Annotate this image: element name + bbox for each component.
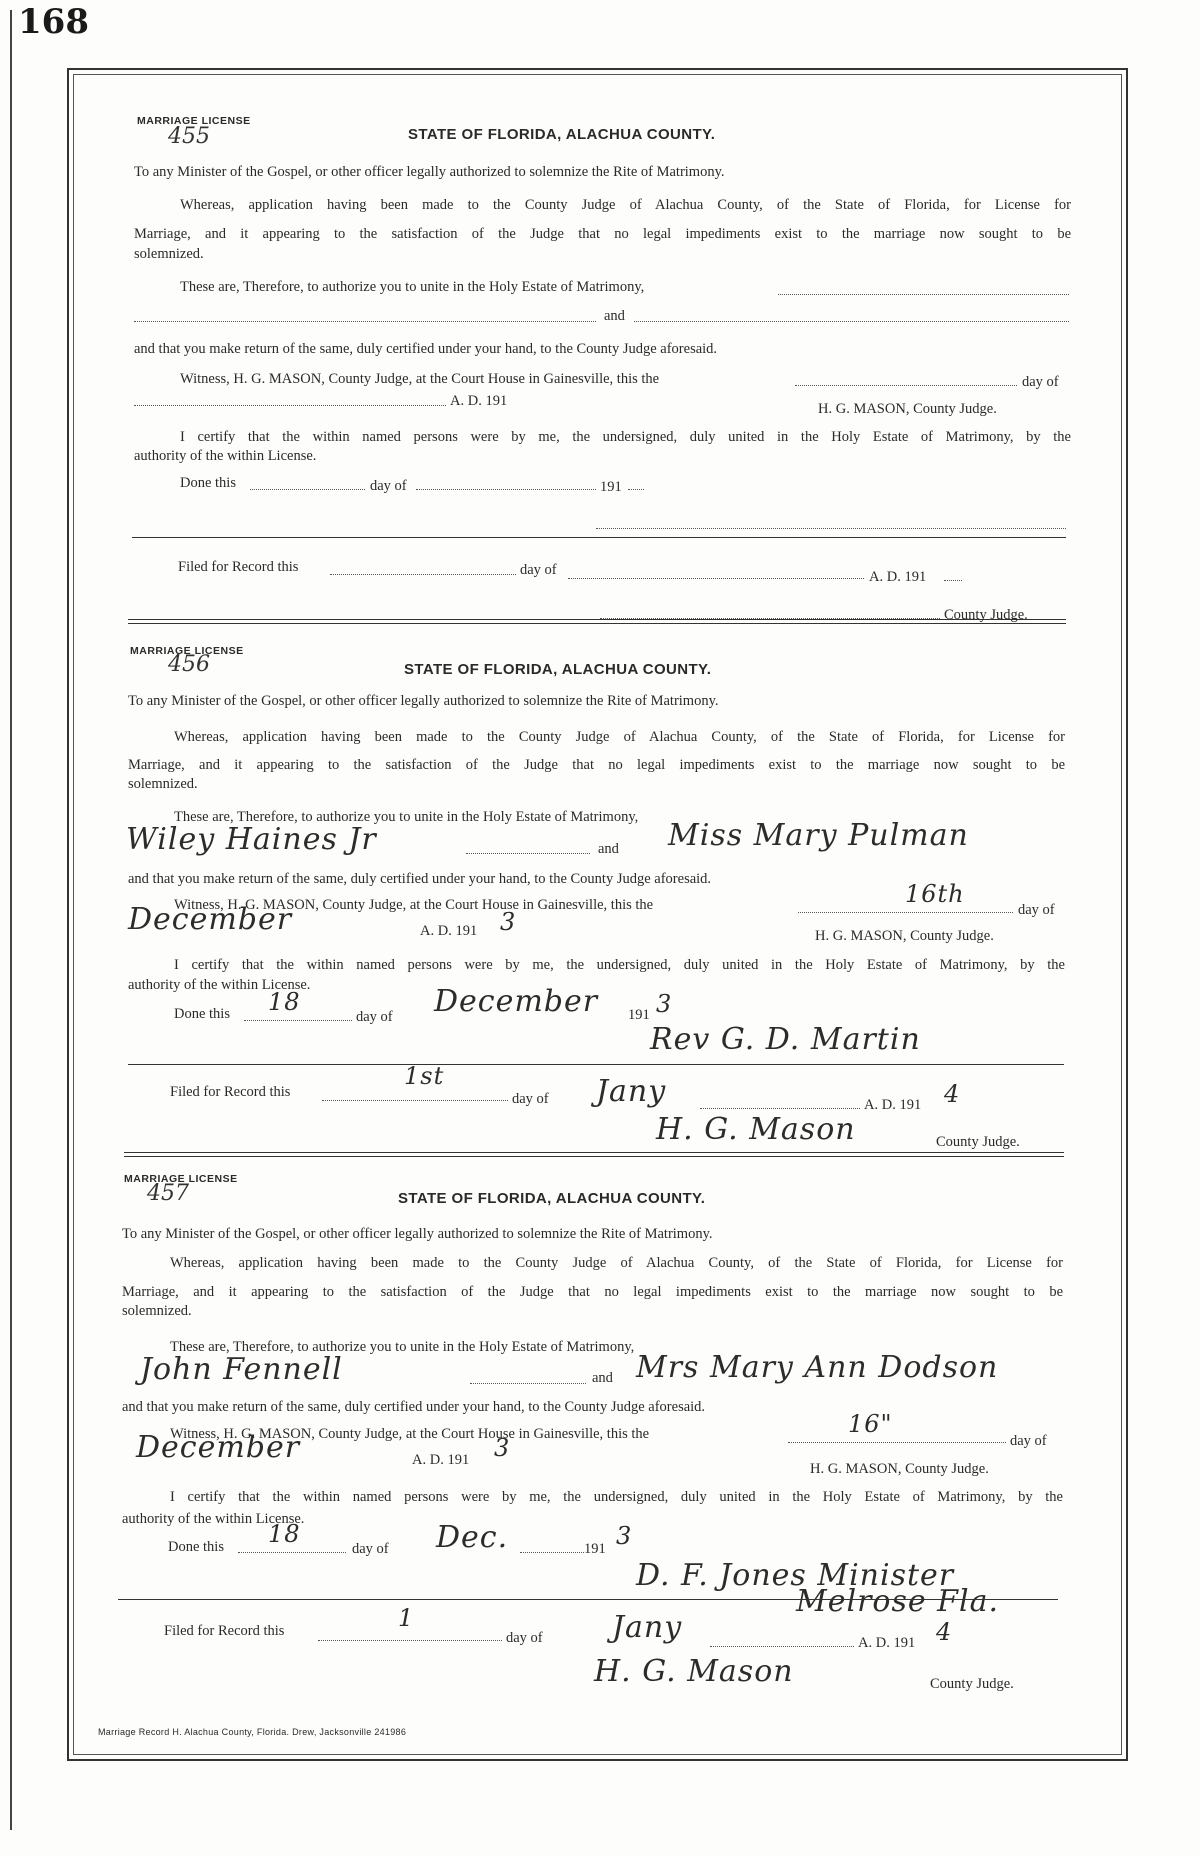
done-this-label: Done this xyxy=(180,475,236,491)
filed-month-line xyxy=(710,1646,854,1647)
return-line: and that you make return of the same, duly certified under your hand, to the County Judge aforesaid. xyxy=(128,871,712,887)
whereas-line-3: solemnized. xyxy=(134,246,204,262)
to-line: To any Minister of the Gospel, or other officer legally authorized to solemnize the Rite of Matrimony. xyxy=(122,1226,713,1242)
done-day: 18 xyxy=(268,1520,301,1548)
certify-line-1: I certify that the within named persons were by me, the undersigned, duly united in the Holy Estate of Matrimony, by the xyxy=(174,957,1065,973)
filed-day-of-label: day of xyxy=(520,562,557,578)
done-day-of-label: day of xyxy=(356,1009,393,1025)
groom-line-cont xyxy=(134,321,596,322)
done-day-line xyxy=(244,1020,352,1021)
and-label: and xyxy=(604,308,625,324)
groom-line xyxy=(466,853,590,854)
license-label: MARRIAGE LICENSE xyxy=(137,115,251,127)
whereas-line-3: solemnized. xyxy=(128,776,198,792)
separator xyxy=(132,537,1066,538)
filed-month-line xyxy=(700,1108,860,1109)
done-month: December xyxy=(434,984,599,1019)
judge-label: H. G. MASON, County Judge. xyxy=(810,1461,989,1477)
officiant-line xyxy=(596,528,1066,529)
filed-day-of-label: day of xyxy=(512,1091,549,1107)
license-number: 456 xyxy=(168,652,210,677)
certify-line-2: authority of the within License. xyxy=(128,977,311,993)
done-year-label: 191 xyxy=(584,1541,606,1557)
certify-line-2: authority of the within License. xyxy=(122,1511,305,1527)
license-label: MARRIAGE LICENSE xyxy=(130,645,244,657)
footer-imprint: Marriage Record H. Alachua County, Florida. Drew, Jacksonville 241986 xyxy=(98,1727,407,1737)
certify-line-1: I certify that the within named persons were by me, the undersigned, duly united in the Holy Estate of Matrimony, by the xyxy=(170,1489,1063,1505)
judge-signature: H. G. Mason xyxy=(594,1654,794,1689)
done-day-of-label: day of xyxy=(352,1541,389,1557)
done-year-label: 191 xyxy=(628,1007,650,1023)
done-month-line xyxy=(520,1552,584,1553)
witness-month: December xyxy=(128,902,293,937)
filed-ad-label: A. D. 191 xyxy=(858,1635,916,1651)
license-divider xyxy=(128,619,1066,624)
license-number: 455 xyxy=(168,124,210,149)
whereas-line-2: Marriage, and it appearing to the satisfaction of the Judge that no legal impediments exist to the marriage now sought to be xyxy=(128,757,1065,773)
witness-month: December xyxy=(136,1430,301,1465)
filed-ad-label: A. D. 191 xyxy=(869,569,927,585)
done-this-label: Done this xyxy=(168,1539,224,1555)
license-heading: STATE OF FLORIDA, ALACHUA COUNTY. xyxy=(408,126,716,143)
witness-day-line xyxy=(788,1442,1006,1443)
done-day-of-label: day of xyxy=(370,478,407,494)
day-of-label: day of xyxy=(1022,374,1059,390)
witness-day: 16th xyxy=(905,880,965,908)
filed-day-line xyxy=(322,1100,508,1101)
witness-year: 3 xyxy=(494,1434,511,1462)
witness-day-line xyxy=(795,385,1017,386)
done-this-label: Done this xyxy=(174,1006,230,1022)
filed-day-of-label: day of xyxy=(506,1630,543,1646)
done-month-line xyxy=(416,489,596,490)
to-line: To any Minister of the Gospel, or other officer legally authorized to solemnize the Rite of Matrimony. xyxy=(134,164,725,180)
whereas-line-2: Marriage, and it appearing to the satisfaction of the Judge that no legal impediments exist to the marriage now sought to be xyxy=(122,1284,1063,1300)
return-line: and that you make return of the same, duly certified under your hand, to the County Judge aforesaid. xyxy=(122,1399,706,1415)
filed-day-line xyxy=(330,574,516,575)
separator xyxy=(118,1599,1058,1600)
county-judge-label: County Judge. xyxy=(944,607,1028,623)
certify-line-2: authority of the within License. xyxy=(134,448,317,464)
done-year: 3 xyxy=(616,1522,633,1550)
whereas-line-1: Whereas, application having been made to the County Judge of Alachua County, of the State of Florida, for License for xyxy=(170,1255,1063,1271)
done-month: Dec. xyxy=(436,1520,509,1555)
these-are-line: These are, Therefore, to authorize you to unite in the Holy Estate of Matrimony, xyxy=(180,279,645,295)
license-number: 457 xyxy=(147,1181,189,1206)
witness-line: Witness, H. G. MASON, County Judge, at the Court House in Gainesville, this the xyxy=(174,897,654,913)
witness-month-line xyxy=(134,405,446,406)
filed-year: 4 xyxy=(944,1080,961,1108)
witness-year: 3 xyxy=(500,908,517,936)
these-are-line: These are, Therefore, to authorize you to unite in the Holy Estate of Matrimony, xyxy=(170,1339,635,1355)
day-of-label: day of xyxy=(1018,902,1055,918)
judge-label: H. G. MASON, County Judge. xyxy=(815,928,994,944)
whereas-line-1: Whereas, application having been made to the County Judge of Alachua County, of the State of Florida, for License for xyxy=(180,197,1071,213)
license-heading: STATE OF FLORIDA, ALACHUA COUNTY. xyxy=(404,661,712,678)
filed-month: Jany xyxy=(612,1610,683,1645)
groom-name: Wiley Haines Jr xyxy=(126,822,377,857)
done-day-line xyxy=(238,1552,346,1553)
ad-label: A. D. 191 xyxy=(412,1452,470,1468)
officiant-location: Melrose Fla. xyxy=(796,1584,999,1619)
witness-day: 16" xyxy=(848,1410,893,1438)
groom-line xyxy=(778,294,1069,295)
done-day: 18 xyxy=(268,988,301,1016)
done-year-label: 191 xyxy=(600,479,622,495)
license-label: MARRIAGE LICENSE xyxy=(124,1173,238,1185)
page-number: 168 xyxy=(18,2,89,42)
return-line: and that you make return of the same, duly certified under your hand, to the County Judge aforesaid. xyxy=(134,341,718,357)
whereas-line-2: Marriage, and it appearing to the satisfaction of the Judge that no legal impediments exist to the marriage now sought to be xyxy=(134,226,1071,242)
filed-month-line xyxy=(568,578,864,579)
whereas-line-1: Whereas, application having been made to the County Judge of Alachua County, of the State of Florida, for License for xyxy=(174,729,1065,745)
done-year: 3 xyxy=(656,990,673,1018)
filed-year: 4 xyxy=(936,1618,953,1646)
filed-day-line xyxy=(318,1640,502,1641)
officiant-signature: D. F. Jones Minister xyxy=(636,1558,955,1593)
license-divider xyxy=(124,1152,1064,1157)
judge-label: H. G. MASON, County Judge. xyxy=(818,401,997,417)
filed-day: 1st xyxy=(404,1062,445,1090)
judge-signature: H. G. Mason xyxy=(656,1112,856,1147)
bride-name: Mrs Mary Ann Dodson xyxy=(636,1350,999,1385)
groom-line xyxy=(470,1383,586,1384)
and-label: and xyxy=(598,841,619,857)
separator xyxy=(128,1064,1064,1065)
officiant-signature: Rev G. D. Martin xyxy=(650,1022,921,1057)
these-are-line: These are, Therefore, to authorize you to unite in the Holy Estate of Matrimony, xyxy=(174,809,639,825)
county-judge-label: County Judge. xyxy=(936,1134,1020,1150)
ad-label: A. D. 191 xyxy=(450,393,508,409)
whereas-line-3: solemnized. xyxy=(122,1303,192,1319)
witness-day-line xyxy=(798,912,1013,913)
filed-day: 1 xyxy=(398,1604,415,1632)
filed-ad-label: A. D. 191 xyxy=(864,1097,922,1113)
county-judge-label: County Judge. xyxy=(930,1676,1014,1692)
binding-edge xyxy=(10,10,12,1830)
witness-line: Witness, H. G. MASON, County Judge, at the Court House in Gainesville, this the xyxy=(170,1426,650,1442)
witness-line: Witness, H. G. MASON, County Judge, at the Court House in Gainesville, this the xyxy=(180,371,660,387)
filed-year-line xyxy=(944,580,962,581)
filed-month: Jany xyxy=(596,1074,667,1109)
groom-name: John Fennell xyxy=(140,1352,343,1387)
to-line: To any Minister of the Gospel, or other officer legally authorized to solemnize the Rite of Matrimony. xyxy=(128,693,719,709)
done-day-line xyxy=(250,489,365,490)
done-year-line xyxy=(628,489,644,490)
license-heading: STATE OF FLORIDA, ALACHUA COUNTY. xyxy=(398,1190,706,1207)
day-of-label: day of xyxy=(1010,1433,1047,1449)
bride-line xyxy=(634,321,1069,322)
ad-label: A. D. 191 xyxy=(420,923,478,939)
filed-label: Filed for Record this xyxy=(178,559,299,575)
filed-label: Filed for Record this xyxy=(164,1623,285,1639)
and-label: and xyxy=(592,1370,613,1386)
certify-line-1: I certify that the within named persons were by me, the undersigned, duly united in the Holy Estate of Matrimony, by the xyxy=(180,429,1071,445)
filed-label: Filed for Record this xyxy=(170,1084,291,1100)
bride-name: Miss Mary Pulman xyxy=(668,818,969,853)
